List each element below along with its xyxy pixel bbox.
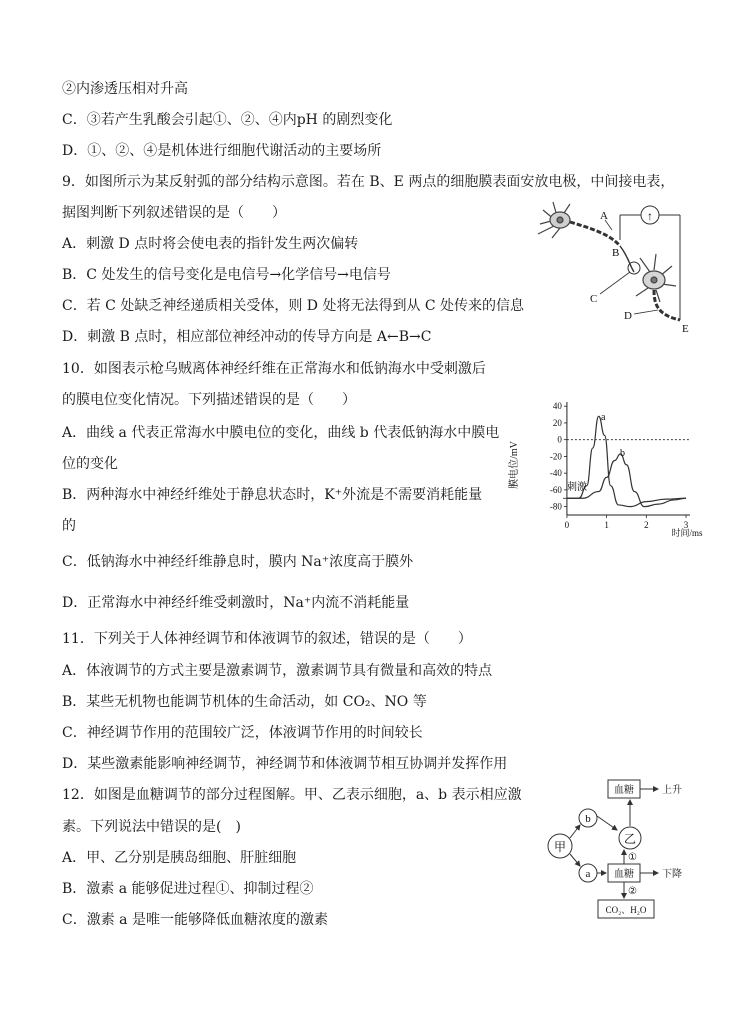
rise-label: 上升: [662, 785, 682, 796]
label-a: A: [600, 210, 608, 222]
question-12-stem-cont: 素。下列说法中错误的是( ): [62, 819, 241, 835]
hormone-a-label: a: [585, 868, 591, 880]
text-line-2: C．③若产生乳酸会引起①、②、④内pH 的剧烈变化: [62, 112, 393, 128]
question-10-stem: 10．如图表示枪乌贼离体神经纤维在正常海水和低钠海水中受刺激后: [62, 361, 486, 377]
pointer-d: [634, 310, 658, 314]
question-9-option-c: C．若 C 处缺乏神经递质相关受体，则 D 处将无法得到从 C 处传来的信息: [62, 298, 525, 314]
x-tick-label: 3: [683, 520, 689, 530]
cell-jia-label: 甲: [553, 840, 567, 854]
membrane-potential-chart: [505, 390, 705, 540]
axon-1: [570, 222, 620, 246]
question-10-option-d: D．正常海水中神经纤维受刺激时，Na⁺内流不消耗能量: [62, 595, 410, 611]
process-1-label: ①: [628, 852, 637, 863]
question-11-option-b: B．某些无机物也能调节机体的生命活动，如 CO₂、NO 等: [62, 694, 427, 710]
y-tick-label: -20: [549, 451, 562, 462]
series-label-b: b: [620, 448, 625, 459]
xuetang-top-label: 血糖: [614, 785, 634, 796]
question-12-option-c: C．激素 a 是唯一能够降低血糖浓度的激素: [62, 912, 328, 928]
y-tick-label: 20: [552, 417, 562, 428]
question-12-stem: 12．如图是血糖调节的部分过程图解。甲、乙表示细胞，a、b 表示相应激: [62, 787, 522, 803]
y-tick-label: -40: [549, 468, 562, 479]
hormone-b-label: b: [585, 813, 591, 825]
question-11-option-d: D．某些激素能影响神经调节，神经调节和体液调节相互协调并发挥作用: [62, 756, 508, 772]
x-tick-label: 0: [564, 520, 570, 530]
question-12-option-a: A．甲、乙分别是胰岛细胞、肝脏细胞: [62, 850, 297, 866]
question-10-option-c: C．低钠海水中神经纤维静息时，膜内 Na⁺浓度高于膜外: [62, 554, 414, 570]
xuetang-bottom-label: 血糖: [614, 869, 634, 880]
axon-1-end: [620, 246, 634, 272]
x-tick-label: 2: [644, 520, 649, 530]
question-10-option-a: A．曲线 a 代表正常海水中膜电位的变化，曲线 b 代表低钠海水中膜电: [62, 425, 500, 441]
x-tick-label: 1: [604, 520, 609, 530]
blood-glucose-diagram: [540, 778, 710, 928]
label-d: D: [624, 310, 632, 322]
question-10-option-b-cont: 的: [62, 518, 76, 534]
process-2-label: ②: [628, 886, 637, 897]
question-9-option-d: D．刺激 B 点时，相应部位神经冲动的传导方向是 A←B→C: [62, 329, 432, 345]
neuron-2-body: [636, 254, 676, 302]
neuron-1-body: [538, 202, 570, 238]
question-9-option-b: B．C 处发生的信号变化是电信号→化学信号→电信号: [62, 267, 391, 283]
question-10-option-a-cont: 位的变化: [62, 456, 118, 472]
label-b: B: [612, 247, 620, 259]
label-c: C: [590, 293, 598, 305]
text-line-3: D．①、②、④是机体进行细胞代谢活动的主要场所: [62, 143, 382, 159]
curve-a: [567, 416, 686, 506]
question-9-stem: 9．如图所示为某反射弧的部分结构示意图。若在 B、E 两点的细胞膜表面安放电极，中间接电表，: [62, 174, 675, 190]
question-9-stem-cont: 据图判断下列叙述错误的是（ ）: [62, 205, 286, 221]
y-tick-label: -60: [549, 484, 562, 495]
question-10-stem-cont: 的膜电位变化情况。下列描述错误的是（ ）: [62, 392, 356, 408]
question-11-option-c: C．神经调节作用的范围较广泛，体液调节作用的时间较长: [62, 725, 423, 741]
question-11-option-a: A．体液调节的方式主要是激素调节，激素调节具有微量和高效的特点: [62, 663, 493, 679]
text-line-1: ②内渗透压相对升高: [62, 81, 188, 97]
products-label: CO₂、H₂O: [605, 905, 647, 915]
cell-yi-label: 乙: [623, 832, 637, 846]
question-10-option-b: B．两种海水中神经纤维处于静息状态时，K⁺外流是不需要消耗能量: [62, 487, 483, 503]
label-e: E: [682, 323, 689, 335]
y-tick-label: 0: [557, 434, 562, 445]
chart-ylabel: 膜电位/mV: [509, 441, 520, 489]
pointer-c: [600, 272, 630, 294]
ammeter-symbol: ↑: [647, 209, 653, 223]
stimulus-label: 刺激: [567, 482, 587, 493]
reflex-arc-figure: [530, 190, 710, 340]
chart-xlabel: 时间/ms: [671, 528, 703, 538]
fall-label: 下降: [662, 869, 682, 880]
y-tick-label: 40: [552, 401, 562, 412]
question-9-option-a: A．刺激 D 点时将会使电表的指针发生两次偏转: [62, 236, 359, 252]
question-11-stem: 11．下列关于人体神经调节和体液调节的叙述，错误的是（ ）: [62, 631, 472, 647]
y-tick-label: -80: [549, 501, 562, 512]
question-12-option-b: B．激素 a 能够促进过程①、抑制过程②: [62, 881, 314, 897]
series-label-a: a: [601, 412, 606, 423]
